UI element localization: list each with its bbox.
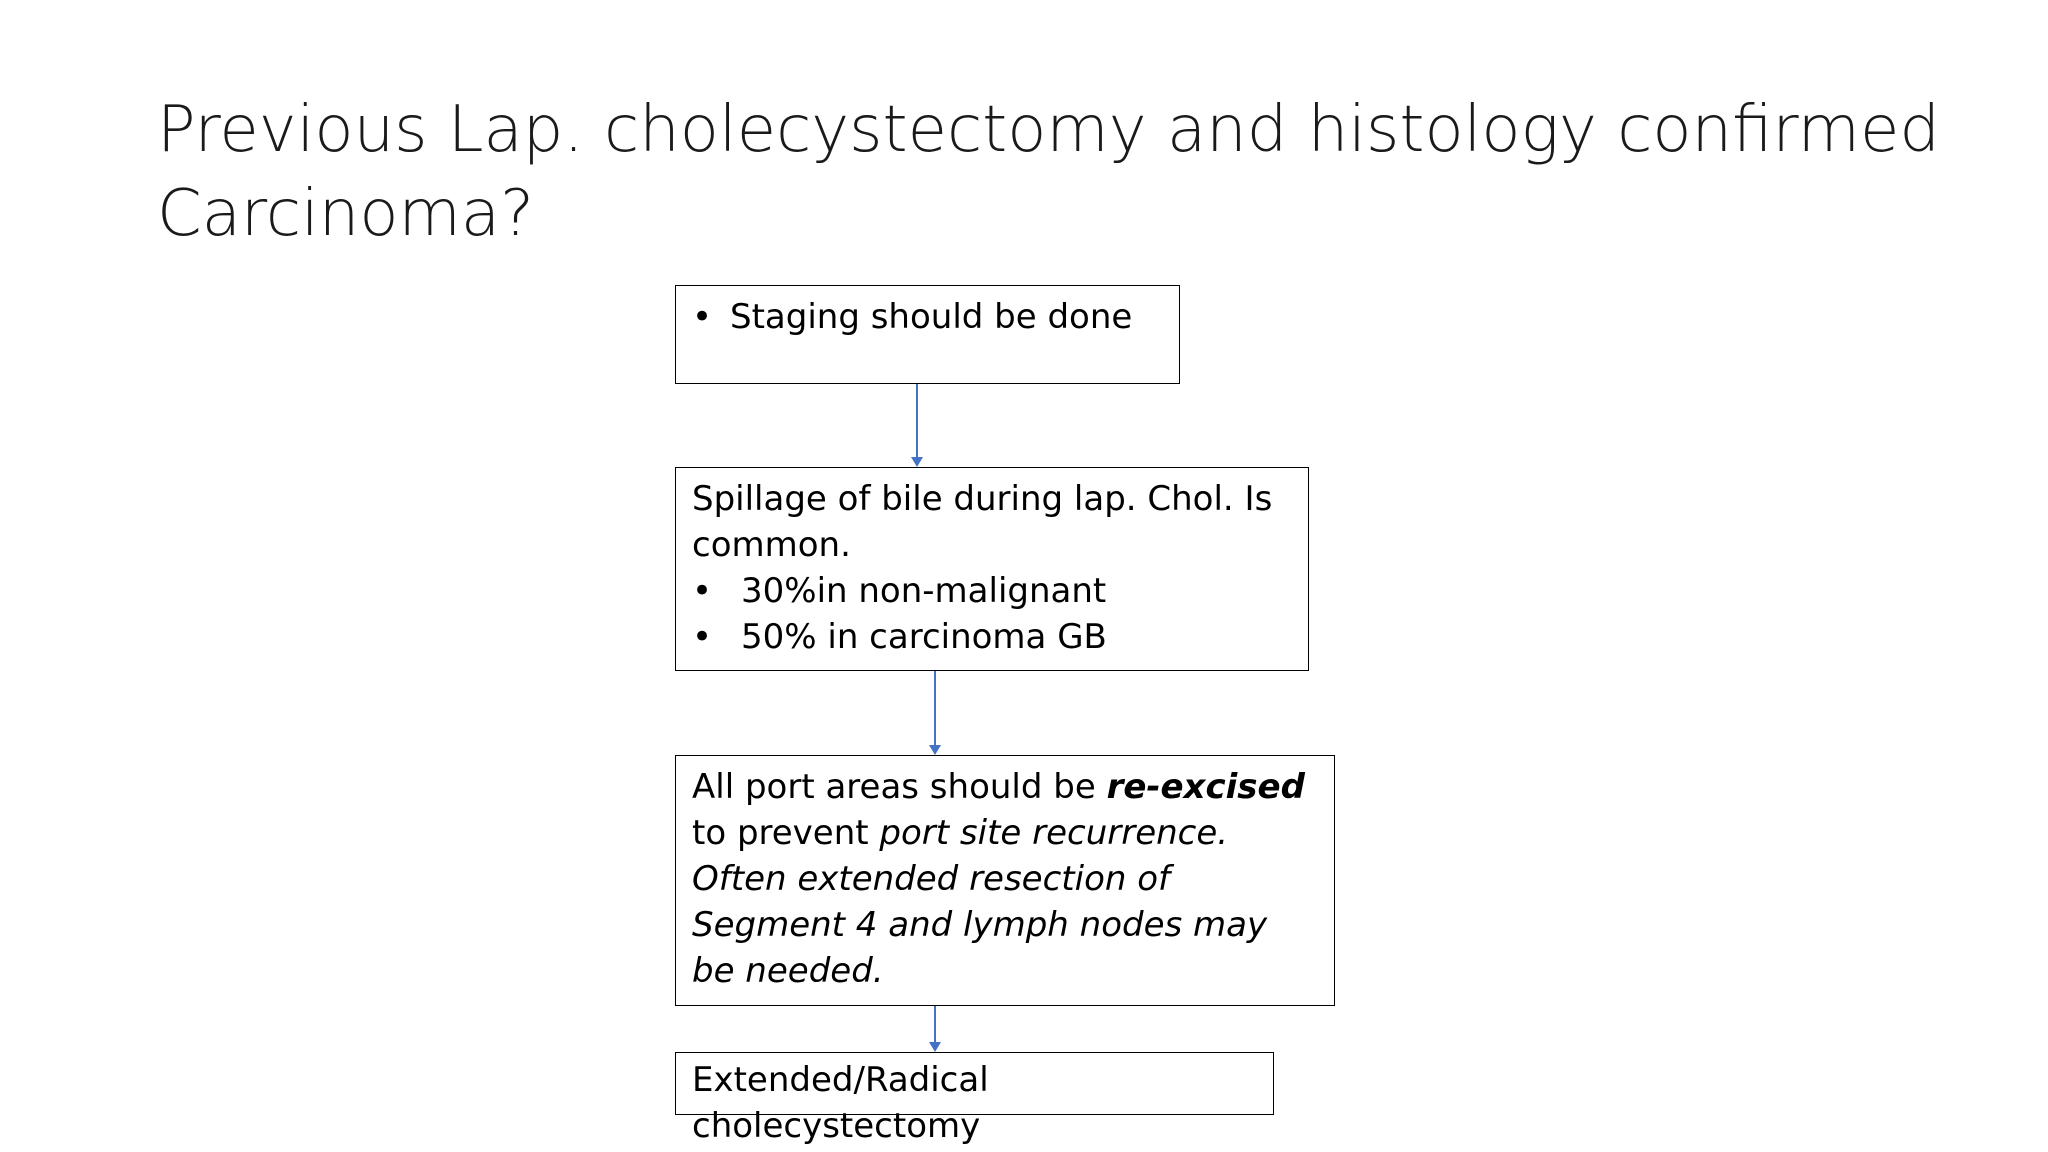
connector-staging-to-spillage [911, 384, 923, 467]
spillage-text: Spillage of bile during lap. Chol. Is common. [692, 479, 1273, 565]
extended-resection-text: Often extended resection of Segment 4 and lymph nodes may be needed. [692, 859, 1268, 991]
port-text-part: to prevent [692, 813, 880, 853]
bullet-text: 50% in carcinoma GB [741, 617, 1107, 657]
slide-title: Previous Lap. cholecystectomy and histology confirmed Carcinoma? [157, 93, 1940, 251]
connector-spillage-to-ports [929, 671, 941, 755]
port-text-emphasis: re-excised [1106, 767, 1305, 807]
bullet-text: Staging should be done [730, 297, 1133, 337]
extended-cholecystectomy-text: Extended/Radical cholecystectomy [692, 1060, 989, 1146]
bullet-glyph: • [692, 297, 713, 337]
bullet-text: 30%in non-malignant [741, 571, 1107, 611]
bullet-glyph: • [692, 571, 713, 611]
port-text-italic: port site recurrence. [879, 813, 1229, 853]
bullet-glyph: • [692, 617, 713, 657]
connector-ports-to-extended [929, 1006, 941, 1052]
port-text-part: All port areas should be [692, 767, 1107, 807]
